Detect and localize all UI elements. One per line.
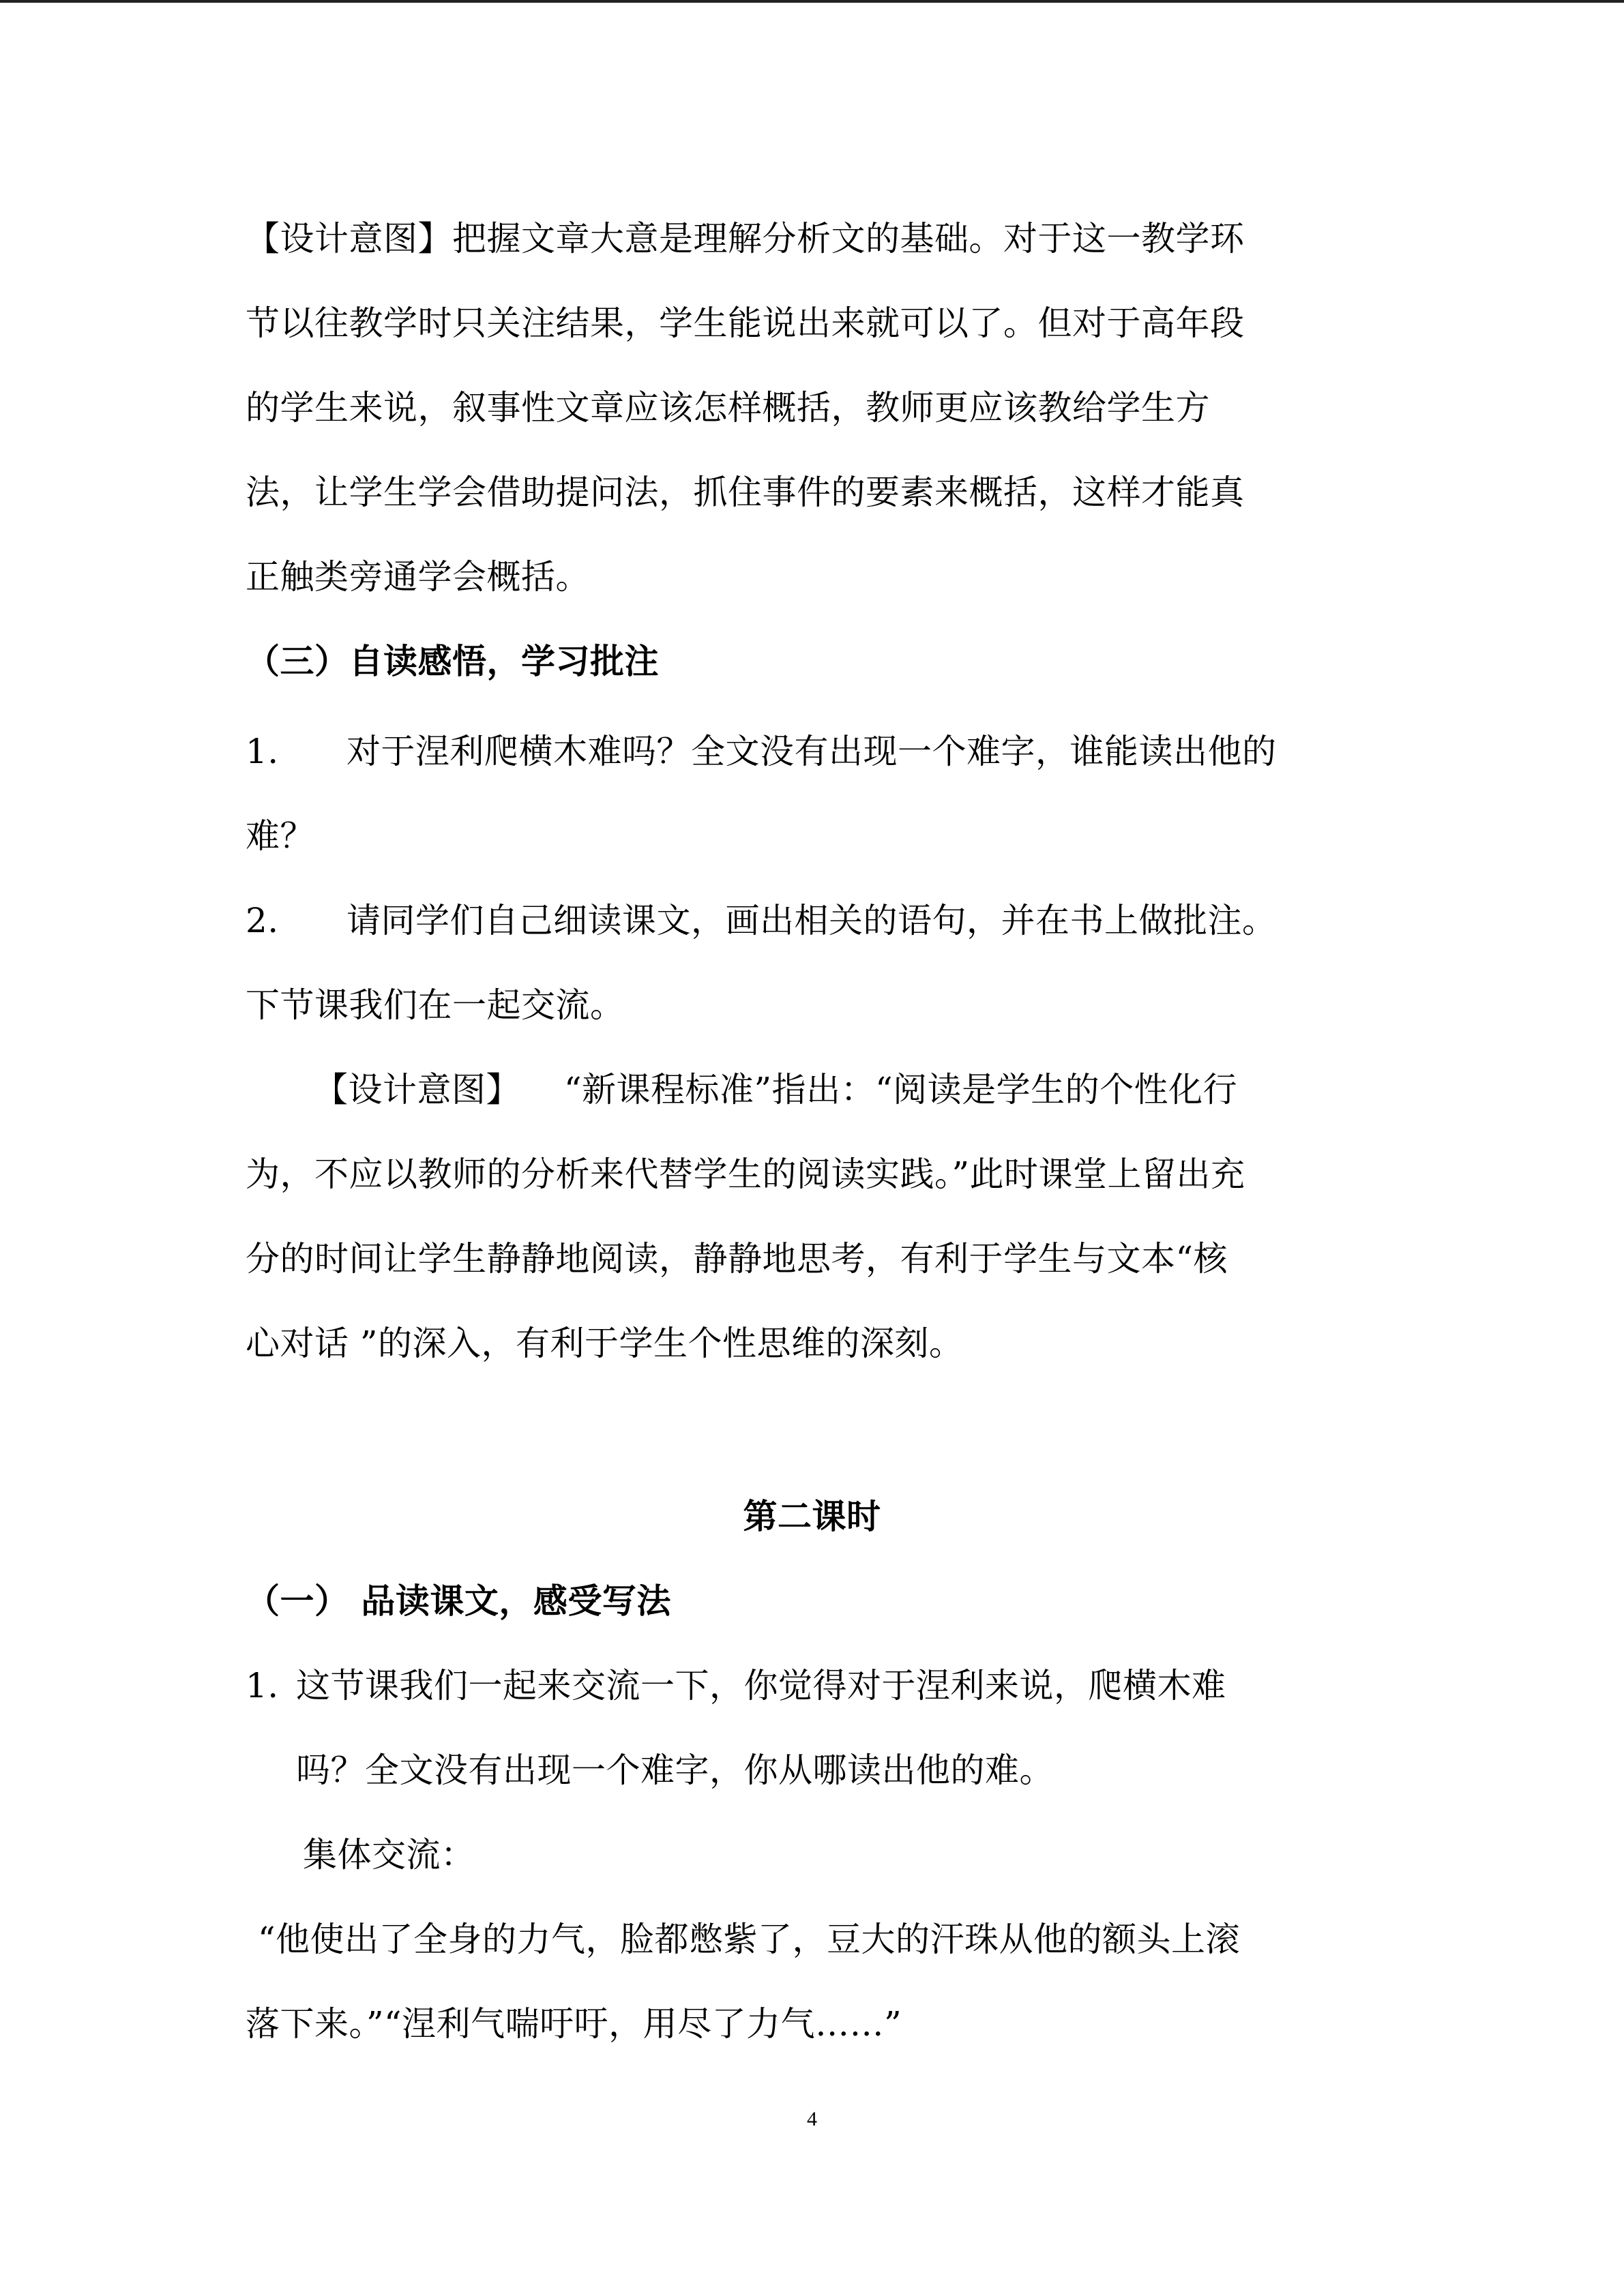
intent2-line-4: 心对话 ”的深入，有利于学生个性思维的深刻。 — [246, 1324, 964, 1363]
lesson2-item1-continuation: 吗？全文没有出现一个难字，你从哪读出他的难。 — [296, 1750, 1054, 1790]
section3-item1-continuation: 难？ — [246, 816, 314, 856]
page-top-border — [0, 0, 1624, 3]
lesson2-item1 — [246, 1665, 1226, 1706]
intent1-line-2: 节以往教学时只关注结果，学生能说出来就可以了。但对于高年段 — [246, 303, 1245, 343]
section3-heading: （三）自读感悟，学习批注 — [246, 641, 659, 681]
intent2-line-1 — [314, 1069, 1237, 1110]
quote-line-2: 落下来。”“涅利气喘吁吁，用尽了力气……” — [246, 2004, 902, 2044]
item-text: 请同学们自己细读课文，画出相关的语句，并在书上做批注。 — [346, 901, 1277, 940]
item-number: 2. — [246, 901, 279, 940]
intent1-line-1: 【设计意图】把握文章大意是理解分析文的基础。对于这一教学环 — [246, 219, 1245, 258]
item-text: 这节课我们一起来交流一下，你觉得对于涅利来说，爬横木难 — [296, 1666, 1226, 1705]
intent2-label: 【设计意图】 — [314, 1070, 520, 1109]
quote-line-1: “他使出了全身的力气，脸都憋紫了，豆大的汗珠从他的额头上滚 — [258, 1920, 1241, 1959]
discussion-label: 集体交流： — [303, 1835, 475, 1875]
lesson2-title: 第二课时 — [743, 1496, 881, 1536]
page-number: 4 — [807, 2108, 817, 2130]
section3-item2-continuation: 下节课我们在一起交流。 — [246, 985, 625, 1025]
item-number: 1. — [246, 732, 279, 771]
intent1-line-3: 的学生来说，叙事性文章应该怎样概括，教师更应该教给学生方 — [246, 388, 1210, 428]
intent2-line-3: 分的时间让学生静静地阅读，静静地思考，有利于学生与文本“核 — [246, 1239, 1228, 1279]
intent2-first-line: “新课程标准”指出：“阅读是学生的个性化行 — [564, 1070, 1238, 1109]
intent1-line-4: 法，让学生学会借助提问法，抓住事件的要素来概括，这样才能真 — [246, 473, 1245, 512]
lesson2-heading: （一） 品读课文，感受写法 — [246, 1581, 671, 1621]
section3-item2 — [246, 900, 1277, 941]
intent1-line-5: 正触类旁通学会概括。 — [246, 557, 590, 597]
section3-item1 — [246, 731, 1277, 772]
intent2-line-2: 为，不应以教师的分析来代替学生的阅读实践。”此时课堂上留出充 — [246, 1154, 1245, 1194]
item-text: 对于涅利爬横木难吗？全文没有出现一个难字，谁能读出他的 — [346, 732, 1277, 771]
item-number: 1. — [246, 1666, 279, 1705]
